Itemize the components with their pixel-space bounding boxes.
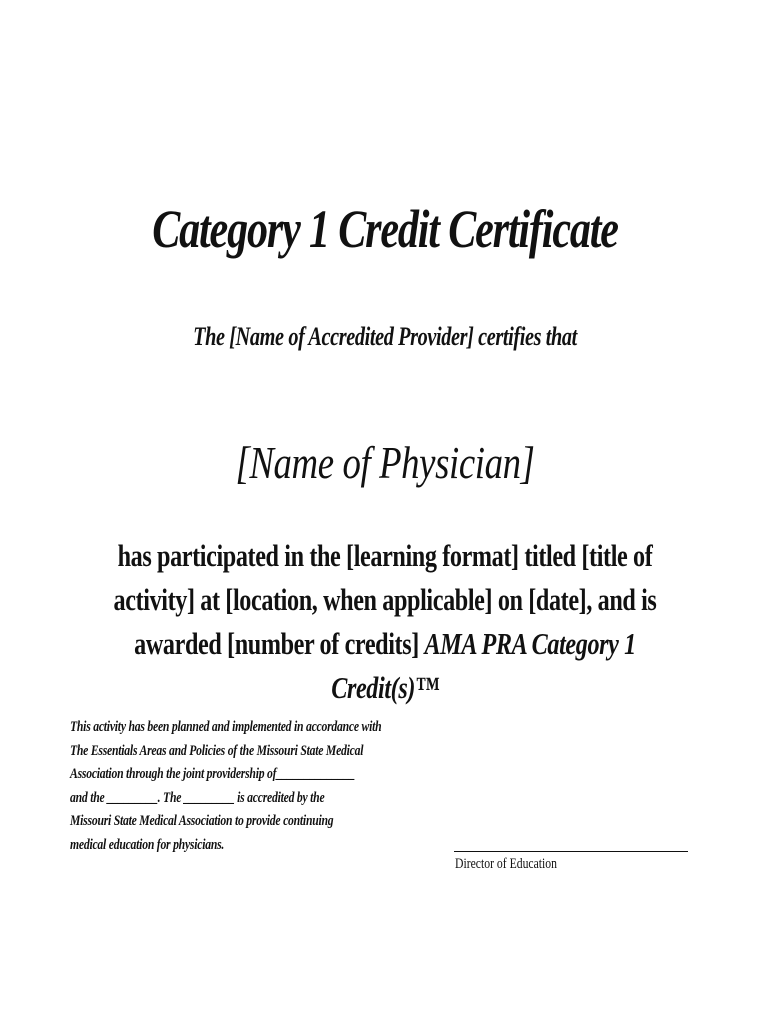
signature-line <box>454 851 688 852</box>
certificate-title: Category 1 Credit Certificate <box>152 199 618 259</box>
signature-label: Director of Education <box>455 856 558 872</box>
physician-name: [Name of Physician] <box>235 437 535 488</box>
accreditation-line-4: and the _________. The _________ is accredited by the <box>70 789 325 806</box>
credit-designation: AMA PRA Category 1 Credit(s)™ <box>331 626 636 705</box>
accreditation-line-6: medical education for physicians. <box>70 836 225 853</box>
accreditation-line-5: Missouri State Medical Association to provide continuing <box>70 813 334 829</box>
accreditation-line-3: Association through the joint providership of______________ <box>70 766 355 782</box>
accreditation-line-2: The Essentials Areas and Policies of the Missouri State Medical <box>70 742 364 759</box>
accreditation-line-1: This activity has been planned and implemented in accordance with <box>70 719 382 735</box>
provider-certifies-line: The [Name of Accredited Provider] certifies that <box>193 322 577 351</box>
accreditation-statement <box>70 716 405 857</box>
participation-statement <box>112 534 658 710</box>
participation-text: has participated in the [learning format] titled [title of activity] at [location, when applicable] on [date], and is awarded [number of credits] <box>113 538 657 661</box>
